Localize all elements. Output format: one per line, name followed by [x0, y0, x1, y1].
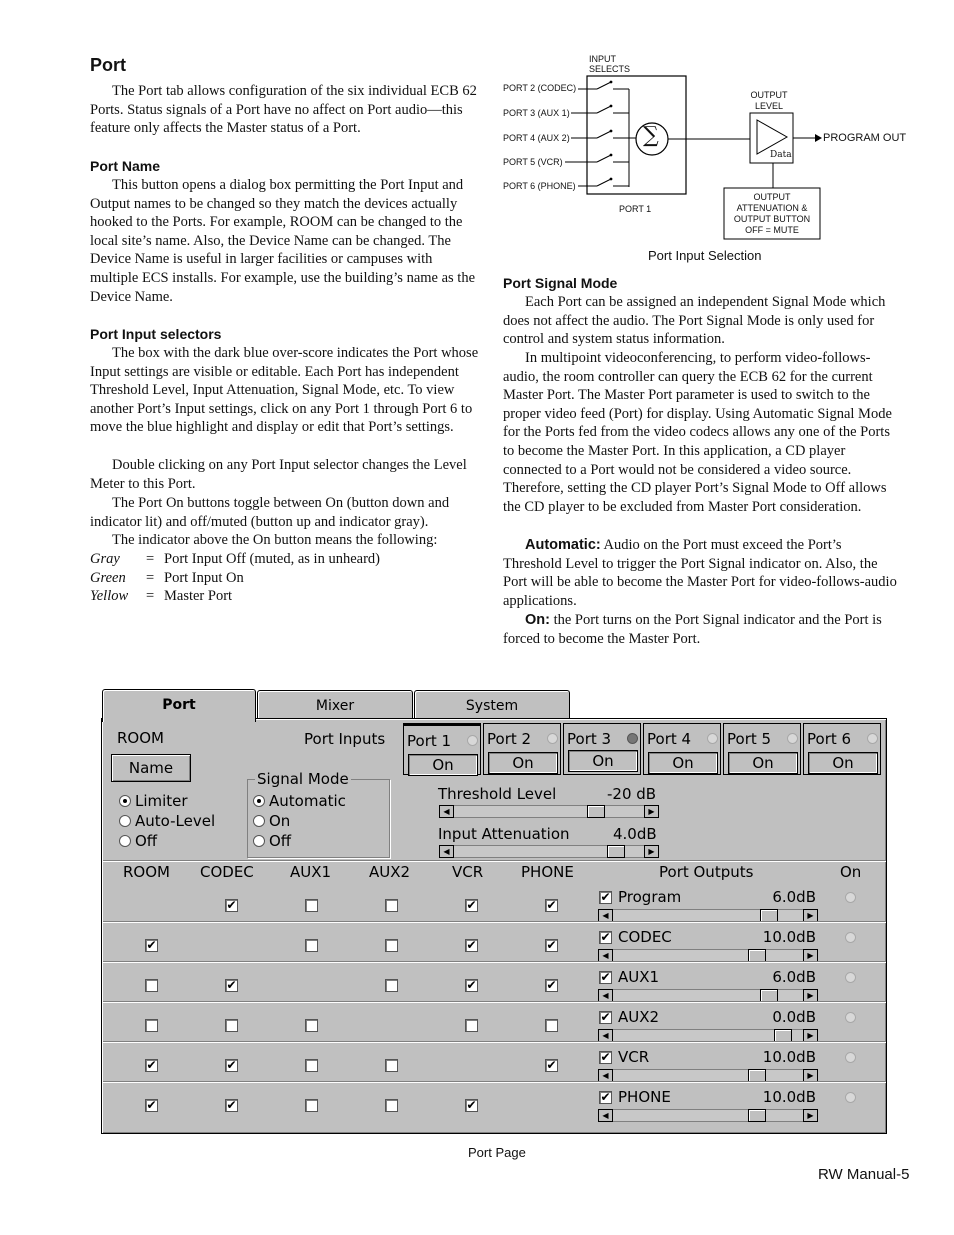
port-name: Port 6 — [807, 730, 852, 748]
threshold-value: -20 dB — [607, 785, 657, 803]
arrow-right-icon[interactable]: ▶ — [803, 989, 818, 1002]
radio-label: Automatic — [269, 792, 346, 810]
route-checkbox[interactable] — [305, 939, 318, 952]
signal-on-radio[interactable] — [253, 812, 290, 830]
tab-system[interactable]: System — [414, 690, 570, 720]
output-indicator-icon — [845, 932, 856, 943]
intro-paragraph: The Port tab allows configuration of the six individual ECB 62 Ports. Status signals of a Port have no affect on Port audio—this feature only affects the Master status of a Port. — [90, 83, 477, 137]
attenuation-slider[interactable] — [439, 845, 659, 858]
route-checkbox[interactable] — [385, 939, 398, 952]
port-6-on-button[interactable]: On — [808, 752, 878, 774]
signal-mode-paragraph-1: Each Port can be assigned an independent Signal Mode which does not affect the audio. The Port Signal Mode is only used for control and system status information. — [503, 294, 886, 348]
tab-mixer[interactable]: Mixer — [257, 690, 413, 720]
route-checkbox[interactable]: ✔ — [146, 1098, 157, 1112]
legend-value: Port Input On — [164, 569, 244, 586]
port-1-selector[interactable] — [403, 723, 481, 775]
route-checkbox[interactable]: ✔ — [466, 1098, 477, 1112]
data-label: Data — [770, 150, 792, 160]
legend-eq: = — [146, 569, 155, 586]
selectors-paragraph-3: The Port On buttons toggle between On (button down and indicator lit) and off/muted (button up and indicator gray). — [90, 495, 450, 530]
indicator-icon — [627, 733, 638, 744]
name-button[interactable]: Name — [111, 754, 191, 782]
indicator-icon — [787, 733, 798, 744]
port-name-paragraph: This button opens a dialog box permitting the Port Input and Output names to be changed so they match the devices actually hooked to the Ports. For example, ROOM can be changed to the local site’s name. Also, the Device Name can be changed. The Device Name is useful in larger facilities or campuses with multiple ECS installs. For example, use the building’s name as the Device Name. — [90, 177, 476, 305]
route-checkbox[interactable]: ✔ — [546, 898, 557, 912]
port-name: Port 5 — [727, 730, 772, 748]
route-checkbox[interactable]: ✔ — [226, 1058, 237, 1072]
slider-thumb[interactable] — [607, 845, 625, 858]
port-input-selectors-heading: Port Input selectors — [90, 326, 222, 342]
signal-mode-label: Signal Mode — [257, 770, 349, 788]
output-level-slider[interactable] — [598, 1109, 818, 1122]
radio-label: Limiter — [135, 792, 188, 810]
radio-label: Auto-Level — [135, 812, 216, 830]
route-checkbox[interactable]: ✔ — [546, 978, 557, 992]
arrow-right-icon[interactable]: ▶ — [803, 1029, 818, 1042]
port-input-diagram — [503, 50, 913, 250]
matrix-row-divider — [103, 1001, 886, 1003]
output-level-value: 10.0dB — [762, 1048, 816, 1066]
col-codec: CODEC — [200, 863, 254, 881]
col-aux2: AUX2 — [369, 863, 411, 881]
route-checkbox[interactable] — [305, 1059, 318, 1072]
port-name-heading: Port Name — [90, 158, 161, 174]
route-checkbox[interactable] — [385, 1099, 398, 1112]
legend-row — [90, 569, 483, 588]
port-name: Port 3 — [567, 730, 612, 748]
output-indicator-icon — [845, 1052, 856, 1063]
radio-dot-icon — [119, 795, 131, 807]
limiter-off-radio[interactable] — [119, 832, 157, 850]
route-checkbox[interactable] — [385, 1059, 398, 1072]
arrow-left-icon[interactable]: ◀ — [598, 949, 613, 962]
route-checkbox[interactable]: ✔ — [546, 1058, 557, 1072]
output-indicator-icon — [845, 1092, 856, 1103]
legend-eq: = — [146, 551, 155, 567]
selectors-paragraph-4: The indicator above the On button means the following: — [112, 532, 438, 548]
arrow-right-icon[interactable]: ▶ — [644, 845, 659, 858]
route-checkbox[interactable] — [305, 1099, 318, 1112]
output-level-value: 0.0dB — [772, 1008, 816, 1026]
attenuation-value: 4.0dB — [613, 825, 657, 843]
output-level-value: 10.0dB — [762, 1088, 816, 1106]
threshold-slider[interactable] — [439, 805, 659, 818]
limiter-radio[interactable] — [119, 792, 188, 810]
sigma-icon: ∑ — [643, 123, 659, 148]
indicator-icon — [547, 733, 558, 744]
port-1-on-button[interactable]: On — [408, 754, 478, 776]
output-name: Program — [618, 888, 682, 906]
col-vcr: VCR — [452, 863, 484, 881]
arrow-right-icon[interactable]: ▶ — [803, 1109, 818, 1122]
automatic-paragraph — [503, 536, 899, 610]
output-indicator-icon — [845, 892, 856, 903]
arrow-left-icon[interactable]: ◀ — [598, 1069, 613, 1082]
diagram-lines — [503, 50, 913, 250]
output-level-value: 10.0dB — [762, 928, 816, 946]
matrix-row-divider — [103, 921, 886, 923]
indicator-icon — [467, 735, 478, 746]
col-phone: PHONE — [521, 863, 574, 881]
input-label: PORT 2 (CODEC) — [503, 83, 577, 93]
indicator-legend — [90, 550, 483, 606]
legend-row — [90, 550, 483, 569]
matrix-row-divider — [103, 1041, 886, 1043]
on-text: the Port turns on the Port Signal indicator and the Port is forced to become the Master Port. — [503, 612, 882, 647]
page-footer: RW Manual-5 — [818, 1166, 910, 1183]
on-paragraph — [503, 611, 899, 648]
port-panel — [101, 718, 887, 1134]
port-2-on-button[interactable]: On — [488, 752, 558, 774]
port-inputs-label: Port Inputs — [304, 730, 386, 748]
input-label: PORT 6 (PHONE) — [503, 181, 576, 191]
port-5-on-button[interactable]: On — [728, 752, 798, 774]
arrow-left-icon[interactable]: ◀ — [439, 845, 454, 858]
legend-key: Gray — [90, 551, 120, 567]
output-enable-checkbox[interactable]: ✔ — [600, 890, 611, 904]
route-checkbox[interactable]: ✔ — [226, 978, 237, 992]
room-label: ROOM — [117, 729, 164, 747]
signal-off-radio[interactable] — [253, 832, 291, 850]
slider-thumb[interactable] — [587, 805, 605, 818]
output-name: PHONE — [618, 1088, 671, 1106]
route-checkbox[interactable]: ✔ — [146, 1058, 157, 1072]
output-level-value: 6.0dB — [772, 888, 816, 906]
legend-value: Port Input Off (muted, as in unheard) — [164, 551, 380, 567]
automatic-radio[interactable] — [253, 792, 346, 810]
port-3-on-button[interactable]: On — [568, 750, 638, 772]
tab-port[interactable]: Port — [102, 689, 256, 722]
legend-key: Yellow — [90, 588, 129, 605]
arrow-right-icon[interactable]: ▶ — [644, 805, 659, 818]
port-page-caption: Port Page — [468, 1145, 526, 1160]
port-5-selector[interactable] — [723, 723, 801, 775]
on-bold: On: — [525, 612, 550, 628]
arrow-left-icon[interactable]: ◀ — [598, 1109, 613, 1122]
port-3-selector[interactable] — [563, 723, 641, 775]
radio-dot-icon — [253, 795, 265, 807]
input-label: PORT 3 (AUX 1) — [503, 108, 570, 118]
route-checkbox[interactable]: ✔ — [466, 898, 477, 912]
output-enable-checkbox[interactable]: ✔ — [600, 930, 611, 944]
route-checkbox[interactable] — [145, 979, 158, 992]
port1-label: PORT 1 — [619, 204, 652, 214]
output-name: VCR — [618, 1048, 650, 1066]
matrix-row-divider — [103, 961, 886, 963]
slider-thumb[interactable] — [748, 1109, 766, 1122]
port-name: Port 4 — [647, 730, 692, 748]
route-checkbox[interactable] — [225, 1019, 238, 1032]
diagram-caption: Port Input Selection — [648, 248, 762, 263]
threshold-label: Threshold Level — [438, 785, 557, 803]
route-checkbox[interactable] — [545, 1019, 558, 1032]
output-attenuation-box: OUTPUT ATTENUATION & OUTPUT BUTTON OFF = MUTE — [733, 192, 811, 235]
port-4-on-button[interactable]: On — [648, 752, 718, 774]
arrow-right-icon[interactable]: ▶ — [803, 949, 818, 962]
signal-mode-paragraph-2: In multipoint videoconferencing, to perform video-follows-audio, the room controller can query the ECB 62 for the current Master Port. The Master Port parameter is used to switch to the proper video feed (Port) for display. Using Automatic Signal Mode for the Ports fed from the video codecs allows any one of the Ports to become the Master Port. In this application, a CD player connected to a Port would not be considered a video source. Therefore, setting the CD player Port’s Signal Mode to Off allows the CD player to be excluded from Master Port consideration. — [503, 350, 892, 515]
radio-label: Off — [135, 832, 158, 850]
legend-value: Master Port — [164, 588, 233, 605]
arrow-left-icon[interactable]: ◀ — [598, 989, 613, 1002]
route-checkbox[interactable] — [305, 899, 318, 912]
input-label: PORT 4 (AUX 2) — [503, 133, 570, 143]
col-room: ROOM — [123, 863, 170, 881]
port-name: Port 2 — [487, 730, 532, 748]
output-level-value: 6.0dB — [772, 968, 816, 986]
arrow-right-icon[interactable]: ▶ — [803, 1069, 818, 1082]
port-6-selector[interactable] — [803, 723, 881, 775]
signal-mode-heading: Port Signal Mode — [503, 275, 618, 291]
selectors-paragraph-2: Double clicking on any Port Input selector changes the Level Meter to this Port. — [90, 457, 467, 492]
output-level-label: OUTPUT LEVEL — [750, 90, 788, 111]
auto-level-radio[interactable] — [119, 812, 215, 830]
legend-row — [90, 587, 483, 606]
route-checkbox[interactable] — [305, 1019, 318, 1032]
output-enable-checkbox[interactable]: ✔ — [600, 1090, 611, 1104]
route-checkbox[interactable] — [465, 1019, 478, 1032]
output-name: CODEC — [618, 928, 672, 946]
port-page-window — [101, 688, 887, 1134]
automatic-text: Audio on the Port must exceed the Port’s Threshold Level to trigger the Port Signal indicator on. Also, the Port will be able to become the Master Port for video-follows-audio applications. — [503, 537, 897, 609]
indicator-icon — [867, 733, 878, 744]
output-enable-checkbox[interactable]: ✔ — [600, 1010, 611, 1024]
route-checkbox[interactable] — [145, 1019, 158, 1032]
program-out-label: PROGRAM OUT — [823, 132, 907, 144]
output-indicator-icon — [845, 1012, 856, 1023]
selectors-paragraph-1: The box with the dark blue over-score indicates the Port whose Input settings are visible or editable. Each Port has independent Threshold Level, Input Attenuation, Signal Mode, etc. To view another Port’s Input settings, click on any Port 1 through Port 6 to move the blue highlight and display or edit that Port’s settings. — [90, 345, 479, 436]
input-selects-label: INPUT SELECTS — [589, 54, 631, 74]
automatic-bold: Automatic: — [525, 537, 601, 553]
radio-label: Off — [269, 832, 292, 850]
output-enable-checkbox[interactable]: ✔ — [600, 1050, 611, 1064]
route-checkbox[interactable] — [385, 899, 398, 912]
port-4-selector[interactable] — [643, 723, 721, 775]
radio-label: On — [269, 812, 291, 830]
route-checkbox[interactable]: ✔ — [546, 938, 557, 952]
route-checkbox[interactable]: ✔ — [226, 898, 237, 912]
route-checkbox[interactable]: ✔ — [466, 938, 477, 952]
col-aux1: AUX1 — [290, 863, 332, 881]
radio-dot-icon — [253, 835, 265, 847]
arrow-left-icon[interactable]: ◀ — [598, 909, 613, 922]
port-name: Port 1 — [407, 732, 452, 750]
route-checkbox[interactable]: ✔ — [226, 1098, 237, 1112]
arrow-right-icon[interactable]: ▶ — [803, 909, 818, 922]
indicator-icon — [707, 733, 718, 744]
section-title: Port — [90, 55, 126, 75]
port-2-selector[interactable] — [483, 723, 561, 775]
radio-dot-icon — [119, 835, 131, 847]
port-outputs-label: Port Outputs — [659, 863, 754, 881]
output-indicator-icon — [845, 972, 856, 983]
route-checkbox[interactable] — [385, 979, 398, 992]
legend-eq: = — [146, 588, 155, 605]
input-label: PORT 5 (VCR) — [503, 157, 563, 167]
radio-dot-icon — [119, 815, 131, 827]
arrow-left-icon[interactable]: ◀ — [598, 1029, 613, 1042]
output-enable-checkbox[interactable]: ✔ — [600, 970, 611, 984]
arrow-left-icon[interactable]: ◀ — [439, 805, 454, 818]
radio-dot-icon — [253, 815, 265, 827]
output-name: AUX2 — [618, 1008, 660, 1026]
attenuation-label: Input Attenuation — [438, 825, 570, 843]
legend-key: Green — [90, 569, 126, 586]
on-column-label: On — [840, 863, 862, 881]
output-name: AUX1 — [618, 968, 660, 986]
matrix-row-divider — [103, 1081, 886, 1083]
route-checkbox[interactable]: ✔ — [466, 978, 477, 992]
route-checkbox[interactable]: ✔ — [146, 938, 157, 952]
